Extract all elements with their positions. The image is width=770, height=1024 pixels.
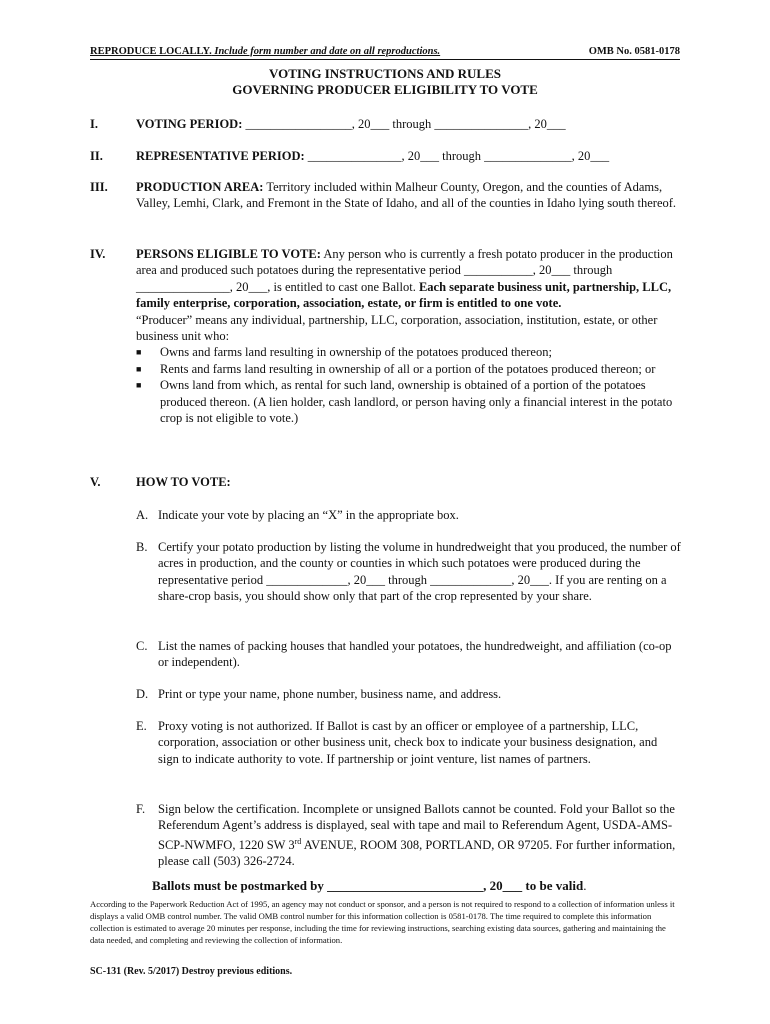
title-line-1: VOTING INSTRUCTIONS AND RULES bbox=[269, 66, 501, 81]
section-label: VOTING PERIOD: bbox=[136, 117, 243, 131]
vote-step-a: A. Indicate your vote by placing an “X” in the appropriate box. bbox=[136, 508, 459, 522]
omb-number: OMB No. 0581-0178 bbox=[588, 46, 680, 57]
section-number: III. bbox=[90, 180, 108, 194]
list-item: ■ Owns and farms land resulting in ownership of the potatoes produced thereon; bbox=[136, 345, 552, 360]
section-number: V. bbox=[90, 475, 101, 489]
paperwork-reduction-notice: According to the Paperwork Reduction Act of 1995, an agency may not conduct or sponsor, and a person is not required to respond to a collection of information unless it displays a valid OMB control number. The valid OMB control number for this information collection is 0581-0178. The time required to complete this information collection is estimated to average 20 minutes per response, including the time for reviewing instructions, searching existing data sources, gathering and maintaining the data needed, and completing and reviewing the collection of information. bbox=[90, 899, 675, 945]
bullet-square-icon: ■ bbox=[136, 380, 142, 391]
list-item: ■ Owns land from which, as rental for such land, ownership is obtained of a portion of the potatoes produced thereon. (A lien holder, cash landlord, or person having only a financial interest in the potato crop is not eligible to vote.) bbox=[136, 378, 673, 426]
vote-step-c: C. List the names of packing houses that handled your potatoes, the hundredweight, and affiliation (co-op or independent). bbox=[136, 639, 672, 670]
section-text: _______________, 20___ through ______________, 20___ bbox=[304, 149, 610, 163]
section-label: REPRESENTATIVE PERIOD: bbox=[136, 149, 305, 163]
vote-step-e: E. Proxy voting is not authorized. If Ballot is cast by an officer or employee of a partnership, LLC, corporation, association or other business unit, check box to indicate your business designation, and sign to indicate authority to vote. If partnership or joint venture, list names of partners. bbox=[136, 719, 658, 766]
section-label: HOW TO VOTE: bbox=[136, 475, 231, 489]
section-bold-text: Each separate business unit, partnership, LLC, family enterprise, corporation, association, estate, or firm is entitled to one vote. bbox=[136, 279, 672, 311]
section-number: II. bbox=[90, 149, 103, 163]
section-label: PRODUCTION AREA: bbox=[136, 180, 264, 194]
postmark-deadline: Ballots must be postmarked by ________________________, 20___ to be valid. bbox=[152, 878, 587, 893]
section-text: Territory included within Malheur County, Oregon, and the counties of Adams, Valley, Lemhi, Clark, and Fremont in the State of Idaho, and all of the counties in Idaho lying south thereof. bbox=[136, 180, 677, 211]
bullet-square-icon: ■ bbox=[136, 363, 142, 374]
section-number: IV. bbox=[90, 247, 106, 261]
producer-definition: “Producer” means any individual, partnership, LLC, corporation, association, institution, estate, or other business unit who: bbox=[136, 312, 658, 344]
section-text: _________________, 20___ through _______________, 20___ bbox=[242, 117, 566, 131]
reproduce-notice: REPRODUCE LOCALLY. Include form number and date on all reproductions. bbox=[90, 46, 441, 57]
list-item: ■ Rents and farms land resulting in ownership of all or a portion of the potatoes produced thereon; or bbox=[136, 361, 656, 376]
vote-step-d: D. Print or type your name, phone number, business name, and address. bbox=[136, 687, 502, 701]
section-number: I. bbox=[90, 117, 98, 131]
title-line-2: GOVERNING PRODUCER ELIGIBILITY TO VOTE bbox=[232, 82, 538, 97]
section-text: Any person who is currently a fresh potato producer in the production area and produced such potatoes during the representative period ___________, 20___ through _______________, 20___, is entitled to cast one Ballot. bbox=[136, 247, 673, 294]
section-label: PERSONS ELIGIBLE TO VOTE: bbox=[136, 247, 321, 261]
page-header bbox=[90, 45, 680, 60]
vote-step-b: B. Certify your potato production by listing the volume in hundredweight that you produced, the number of acres in production, and the county or counties in which such potatoes were produced during the representative period _____________, 20___ through _____________, 20___. If you are renting on a share-crop basis, you should show only that part of the crop represented by your share. bbox=[136, 540, 681, 604]
vote-step-f: F. Sign below the certification. Incomplete or unsigned Ballots cannot be counted. Fold your Ballot so the Referendum Agent’s address is displayed, seal with tape and mail to Referendum Agent, USDA-AMS-SCP-NWMFO, 1220 SW 3rd AVENUE, ROOM 308, PORTLAND, OR 97205. For further information, please call (503) 326-2724. bbox=[136, 802, 676, 869]
form-footer: SC-131 (Rev. 5/2017) Destroy previous editions. bbox=[90, 966, 293, 977]
bullet-square-icon: ■ bbox=[136, 347, 142, 358]
